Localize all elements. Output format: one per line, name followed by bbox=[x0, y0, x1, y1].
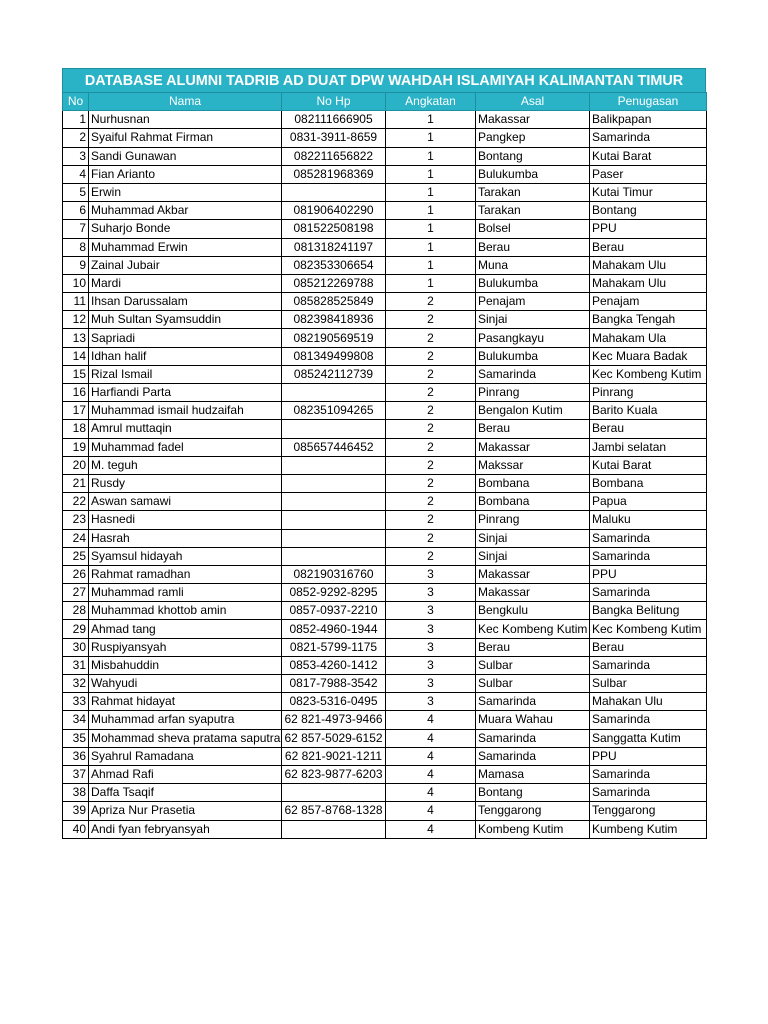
table-row bbox=[63, 256, 707, 274]
cell-no: 21 bbox=[63, 474, 89, 492]
cell-penugasan: Kec Muara Badak bbox=[590, 347, 707, 365]
table-row bbox=[63, 511, 707, 529]
table-row bbox=[63, 565, 707, 583]
cell-nama: Sapriadi bbox=[89, 329, 282, 347]
cell-no: 15 bbox=[63, 365, 89, 383]
cell-nohp bbox=[282, 493, 386, 511]
cell-nama: Syamsul hidayah bbox=[89, 547, 282, 565]
cell-nohp: 0853-4260-1412 bbox=[282, 656, 386, 674]
cell-asal: Bontang bbox=[476, 784, 590, 802]
cell-asal: Muara Wahau bbox=[476, 711, 590, 729]
cell-asal: Berau bbox=[476, 238, 590, 256]
cell-angkatan: 1 bbox=[386, 165, 476, 183]
cell-asal: Tenggarong bbox=[476, 802, 590, 820]
cell-nama: Syahrul Ramadana bbox=[89, 747, 282, 765]
header-row bbox=[63, 93, 707, 111]
cell-nohp: 085281968369 bbox=[282, 165, 386, 183]
cell-penugasan: Mahakam Ulu bbox=[590, 256, 707, 274]
table-row bbox=[63, 311, 707, 329]
cell-asal: Makssar bbox=[476, 456, 590, 474]
cell-asal: Sulbar bbox=[476, 675, 590, 693]
cell-angkatan: 2 bbox=[386, 311, 476, 329]
cell-nama: Fian Arianto bbox=[89, 165, 282, 183]
table-row bbox=[63, 129, 707, 147]
cell-no: 36 bbox=[63, 747, 89, 765]
table-row bbox=[63, 347, 707, 365]
cell-nama: Syaiful Rahmat Firman bbox=[89, 129, 282, 147]
cell-no: 8 bbox=[63, 238, 89, 256]
cell-no: 32 bbox=[63, 675, 89, 693]
table-row bbox=[63, 238, 707, 256]
cell-penugasan: Samarinda bbox=[590, 129, 707, 147]
cell-nohp: 0852-4960-1944 bbox=[282, 620, 386, 638]
cell-no: 24 bbox=[63, 529, 89, 547]
cell-nama: Muhammad ramli bbox=[89, 584, 282, 602]
cell-nama: Muhammad ismail hudzaifah bbox=[89, 402, 282, 420]
cell-penugasan: Kec Kombeng Kutim bbox=[590, 620, 707, 638]
header-no: No bbox=[63, 93, 89, 111]
cell-angkatan: 3 bbox=[386, 656, 476, 674]
cell-angkatan: 2 bbox=[386, 474, 476, 492]
cell-penugasan: Tenggarong bbox=[590, 802, 707, 820]
table-row bbox=[63, 711, 707, 729]
cell-nama: Ihsan Darussalam bbox=[89, 293, 282, 311]
cell-no: 1 bbox=[63, 111, 89, 129]
cell-nohp: 0817-7988-3542 bbox=[282, 675, 386, 693]
cell-nama: Hasrah bbox=[89, 529, 282, 547]
cell-nama: M. teguh bbox=[89, 456, 282, 474]
cell-penugasan: Kutai Barat bbox=[590, 456, 707, 474]
cell-penugasan: Barito Kuala bbox=[590, 402, 707, 420]
cell-no: 25 bbox=[63, 547, 89, 565]
cell-asal: Bombana bbox=[476, 493, 590, 511]
cell-nohp bbox=[282, 820, 386, 838]
cell-penugasan: PPU bbox=[590, 565, 707, 583]
table-row bbox=[63, 675, 707, 693]
cell-angkatan: 2 bbox=[386, 456, 476, 474]
table-row bbox=[63, 365, 707, 383]
cell-angkatan: 1 bbox=[386, 183, 476, 201]
cell-nohp: 0823-5316-0495 bbox=[282, 693, 386, 711]
cell-nama: Ahmad tang bbox=[89, 620, 282, 638]
cell-nohp: 081349499808 bbox=[282, 347, 386, 365]
cell-penugasan: Bangka Belitung bbox=[590, 602, 707, 620]
cell-angkatan: 2 bbox=[386, 547, 476, 565]
table-row bbox=[63, 784, 707, 802]
cell-asal: Bulukumba bbox=[476, 165, 590, 183]
table-row bbox=[63, 183, 707, 201]
cell-nohp bbox=[282, 511, 386, 529]
cell-nohp: 62 821-9021-1211 bbox=[282, 747, 386, 765]
table-row bbox=[63, 402, 707, 420]
cell-nama: Muhammad khottob amin bbox=[89, 602, 282, 620]
cell-angkatan: 3 bbox=[386, 565, 476, 583]
cell-penugasan: Kec Kombeng Kutim bbox=[590, 365, 707, 383]
table-row bbox=[63, 584, 707, 602]
table-row bbox=[63, 420, 707, 438]
cell-penugasan: Kutai Timur bbox=[590, 183, 707, 201]
cell-angkatan: 1 bbox=[386, 147, 476, 165]
cell-nohp: 62 857-8768-1328 bbox=[282, 802, 386, 820]
cell-no: 19 bbox=[63, 438, 89, 456]
table-row bbox=[63, 220, 707, 238]
cell-penugasan: Berau bbox=[590, 238, 707, 256]
table-row bbox=[63, 656, 707, 674]
cell-nama: Rusdy bbox=[89, 474, 282, 492]
cell-no: 12 bbox=[63, 311, 89, 329]
cell-nama: Harfiandi Parta bbox=[89, 384, 282, 402]
cell-angkatan: 3 bbox=[386, 675, 476, 693]
cell-nohp: 081906402290 bbox=[282, 202, 386, 220]
cell-penugasan: Samarinda bbox=[590, 765, 707, 783]
cell-nohp: 62 823-9877-6203 bbox=[282, 765, 386, 783]
alumni-table bbox=[62, 92, 707, 839]
cell-angkatan: 4 bbox=[386, 784, 476, 802]
cell-asal: Pasangkayu bbox=[476, 329, 590, 347]
cell-asal: Bulukumba bbox=[476, 274, 590, 292]
cell-nohp: 082353306654 bbox=[282, 256, 386, 274]
cell-asal: Tarakan bbox=[476, 202, 590, 220]
cell-nama: Idhan halif bbox=[89, 347, 282, 365]
cell-nohp: 081318241197 bbox=[282, 238, 386, 256]
cell-no: 35 bbox=[63, 729, 89, 747]
cell-no: 30 bbox=[63, 638, 89, 656]
cell-asal: Bengkulu bbox=[476, 602, 590, 620]
cell-nohp: 082111666905 bbox=[282, 111, 386, 129]
cell-nama: Ahmad Rafi bbox=[89, 765, 282, 783]
alumni-sheet bbox=[62, 68, 706, 839]
table-row bbox=[63, 438, 707, 456]
cell-angkatan: 3 bbox=[386, 620, 476, 638]
cell-no: 33 bbox=[63, 693, 89, 711]
cell-nohp: 62 857-5029-6152 bbox=[282, 729, 386, 747]
cell-nohp: 082398418936 bbox=[282, 311, 386, 329]
cell-angkatan: 2 bbox=[386, 420, 476, 438]
cell-asal: Makassar bbox=[476, 584, 590, 602]
cell-penugasan: Paser bbox=[590, 165, 707, 183]
header-penugasan: Penugasan bbox=[590, 93, 707, 111]
cell-angkatan: 1 bbox=[386, 220, 476, 238]
cell-angkatan: 4 bbox=[386, 747, 476, 765]
cell-penugasan: Kutai Barat bbox=[590, 147, 707, 165]
cell-asal: Kombeng Kutim bbox=[476, 820, 590, 838]
cell-angkatan: 3 bbox=[386, 584, 476, 602]
cell-penugasan: Mahakam Ulu bbox=[590, 274, 707, 292]
cell-no: 9 bbox=[63, 256, 89, 274]
cell-penugasan: Bombana bbox=[590, 474, 707, 492]
cell-penugasan: Mahakan Ulu bbox=[590, 693, 707, 711]
cell-nohp bbox=[282, 547, 386, 565]
cell-nama: Muhammad Akbar bbox=[89, 202, 282, 220]
cell-nohp: 085828525849 bbox=[282, 293, 386, 311]
cell-asal: Makassar bbox=[476, 565, 590, 583]
cell-no: 23 bbox=[63, 511, 89, 529]
cell-penugasan: Sanggatta Kutim bbox=[590, 729, 707, 747]
cell-no: 6 bbox=[63, 202, 89, 220]
cell-penugasan: Papua bbox=[590, 493, 707, 511]
table-row bbox=[63, 802, 707, 820]
cell-penugasan: Samarinda bbox=[590, 584, 707, 602]
cell-nohp: 0852-9292-8295 bbox=[282, 584, 386, 602]
cell-angkatan: 2 bbox=[386, 511, 476, 529]
cell-angkatan: 4 bbox=[386, 765, 476, 783]
cell-angkatan: 1 bbox=[386, 274, 476, 292]
cell-penugasan: Bangka Tengah bbox=[590, 311, 707, 329]
cell-nohp bbox=[282, 420, 386, 438]
cell-angkatan: 4 bbox=[386, 820, 476, 838]
cell-no: 3 bbox=[63, 147, 89, 165]
sheet-title: DATABASE ALUMNI TADRIB AD DUAT DPW WAHDAH ISLAMIYAH KALIMANTAN TIMUR bbox=[62, 68, 706, 92]
cell-no: 39 bbox=[63, 802, 89, 820]
cell-nama: Muh Sultan Syamsuddin bbox=[89, 311, 282, 329]
cell-asal: Berau bbox=[476, 420, 590, 438]
cell-angkatan: 3 bbox=[386, 602, 476, 620]
cell-asal: Bombana bbox=[476, 474, 590, 492]
cell-nama: Erwin bbox=[89, 183, 282, 201]
cell-nama: Muhammad Erwin bbox=[89, 238, 282, 256]
table-row bbox=[63, 165, 707, 183]
cell-asal: Bulukumba bbox=[476, 347, 590, 365]
cell-penugasan: Samarinda bbox=[590, 784, 707, 802]
cell-nama: Hasnedi bbox=[89, 511, 282, 529]
cell-asal: Pinrang bbox=[476, 384, 590, 402]
table-row bbox=[63, 638, 707, 656]
cell-asal: Bolsel bbox=[476, 220, 590, 238]
cell-no: 14 bbox=[63, 347, 89, 365]
table-row bbox=[63, 147, 707, 165]
cell-asal: Bontang bbox=[476, 147, 590, 165]
cell-asal: Samarinda bbox=[476, 729, 590, 747]
cell-no: 29 bbox=[63, 620, 89, 638]
table-row bbox=[63, 820, 707, 838]
cell-asal: Makassar bbox=[476, 438, 590, 456]
cell-nohp: 082211656822 bbox=[282, 147, 386, 165]
cell-nohp: 081522508198 bbox=[282, 220, 386, 238]
table-row bbox=[63, 474, 707, 492]
cell-nama: Aswan samawi bbox=[89, 493, 282, 511]
cell-no: 34 bbox=[63, 711, 89, 729]
table-row bbox=[63, 274, 707, 292]
table-row bbox=[63, 620, 707, 638]
table-row bbox=[63, 693, 707, 711]
cell-angkatan: 4 bbox=[386, 711, 476, 729]
cell-nohp: 085212269788 bbox=[282, 274, 386, 292]
cell-asal: Muna bbox=[476, 256, 590, 274]
cell-penugasan: Mahakam Ula bbox=[590, 329, 707, 347]
cell-nama: Nurhusnan bbox=[89, 111, 282, 129]
header-nama: Nama bbox=[89, 93, 282, 111]
cell-asal: Sinjai bbox=[476, 529, 590, 547]
cell-asal: Berau bbox=[476, 638, 590, 656]
table-row bbox=[63, 456, 707, 474]
table-row bbox=[63, 329, 707, 347]
cell-asal: Samarinda bbox=[476, 693, 590, 711]
cell-angkatan: 2 bbox=[386, 493, 476, 511]
cell-nama: Mohammad sheva pratama saputra bbox=[89, 729, 282, 747]
cell-penugasan: Berau bbox=[590, 638, 707, 656]
table-row bbox=[63, 729, 707, 747]
cell-angkatan: 2 bbox=[386, 402, 476, 420]
cell-nohp bbox=[282, 384, 386, 402]
cell-nohp: 0821-5799-1175 bbox=[282, 638, 386, 656]
cell-no: 18 bbox=[63, 420, 89, 438]
cell-nama: Amrul muttaqin bbox=[89, 420, 282, 438]
cell-penugasan: Bontang bbox=[590, 202, 707, 220]
cell-penugasan: Balikpapan bbox=[590, 111, 707, 129]
cell-nama: Rizal Ismail bbox=[89, 365, 282, 383]
cell-nama: Sandi Gunawan bbox=[89, 147, 282, 165]
cell-nohp: 085657446452 bbox=[282, 438, 386, 456]
cell-no: 16 bbox=[63, 384, 89, 402]
cell-angkatan: 2 bbox=[386, 365, 476, 383]
table-row bbox=[63, 202, 707, 220]
table-row bbox=[63, 293, 707, 311]
cell-angkatan: 2 bbox=[386, 384, 476, 402]
cell-angkatan: 2 bbox=[386, 529, 476, 547]
cell-no: 13 bbox=[63, 329, 89, 347]
cell-nama: Zainal Jubair bbox=[89, 256, 282, 274]
cell-asal: Tarakan bbox=[476, 183, 590, 201]
cell-nohp: 0857-0937-2210 bbox=[282, 602, 386, 620]
cell-angkatan: 1 bbox=[386, 129, 476, 147]
header-angkatan: Angkatan bbox=[386, 93, 476, 111]
cell-asal: Samarinda bbox=[476, 747, 590, 765]
cell-nama: Ruspiyansyah bbox=[89, 638, 282, 656]
cell-asal: Kec Kombeng Kutim bbox=[476, 620, 590, 638]
cell-no: 37 bbox=[63, 765, 89, 783]
table-row bbox=[63, 111, 707, 129]
table-row bbox=[63, 384, 707, 402]
cell-asal: Bengalon Kutim bbox=[476, 402, 590, 420]
cell-angkatan: 1 bbox=[386, 238, 476, 256]
cell-nohp: 082351094265 bbox=[282, 402, 386, 420]
cell-angkatan: 1 bbox=[386, 111, 476, 129]
table-row bbox=[63, 529, 707, 547]
cell-nohp bbox=[282, 784, 386, 802]
cell-asal: Samarinda bbox=[476, 365, 590, 383]
cell-penugasan: Penajam bbox=[590, 293, 707, 311]
table-row bbox=[63, 747, 707, 765]
cell-nohp bbox=[282, 183, 386, 201]
cell-no: 17 bbox=[63, 402, 89, 420]
cell-no: 20 bbox=[63, 456, 89, 474]
cell-nohp: 082190316760 bbox=[282, 565, 386, 583]
table-row bbox=[63, 765, 707, 783]
header-asal: Asal bbox=[476, 93, 590, 111]
cell-angkatan: 2 bbox=[386, 293, 476, 311]
cell-penugasan: Kumbeng Kutim bbox=[590, 820, 707, 838]
cell-angkatan: 3 bbox=[386, 693, 476, 711]
cell-penugasan: Samarinda bbox=[590, 529, 707, 547]
cell-nama: Rahmat ramadhan bbox=[89, 565, 282, 583]
table-row bbox=[63, 493, 707, 511]
cell-nama: Muhammad arfan syaputra bbox=[89, 711, 282, 729]
cell-nama: Suharjo Bonde bbox=[89, 220, 282, 238]
cell-no: 22 bbox=[63, 493, 89, 511]
cell-no: 26 bbox=[63, 565, 89, 583]
cell-nama: Daffa Tsaqif bbox=[89, 784, 282, 802]
cell-nama: Misbahuddin bbox=[89, 656, 282, 674]
cell-no: 11 bbox=[63, 293, 89, 311]
cell-no: 27 bbox=[63, 584, 89, 602]
cell-penugasan: Jambi selatan bbox=[590, 438, 707, 456]
table-row bbox=[63, 547, 707, 565]
cell-no: 38 bbox=[63, 784, 89, 802]
cell-nama: Andi fyan febryansyah bbox=[89, 820, 282, 838]
cell-nohp: 082190569519 bbox=[282, 329, 386, 347]
cell-penugasan: Pinrang bbox=[590, 384, 707, 402]
cell-angkatan: 3 bbox=[386, 638, 476, 656]
cell-no: 5 bbox=[63, 183, 89, 201]
cell-angkatan: 1 bbox=[386, 202, 476, 220]
cell-no: 7 bbox=[63, 220, 89, 238]
cell-nohp: 62 821-4973-9466 bbox=[282, 711, 386, 729]
cell-nohp: 085242112739 bbox=[282, 365, 386, 383]
cell-angkatan: 4 bbox=[386, 729, 476, 747]
cell-no: 40 bbox=[63, 820, 89, 838]
cell-asal: Penajam bbox=[476, 293, 590, 311]
header-nohp: No Hp bbox=[282, 93, 386, 111]
cell-asal: Makassar bbox=[476, 111, 590, 129]
cell-penugasan: PPU bbox=[590, 220, 707, 238]
table-row bbox=[63, 602, 707, 620]
cell-no: 28 bbox=[63, 602, 89, 620]
cell-no: 31 bbox=[63, 656, 89, 674]
cell-angkatan: 2 bbox=[386, 329, 476, 347]
cell-nohp bbox=[282, 456, 386, 474]
cell-nama: Wahyudi bbox=[89, 675, 282, 693]
cell-no: 2 bbox=[63, 129, 89, 147]
cell-penugasan: Maluku bbox=[590, 511, 707, 529]
cell-nama: Mardi bbox=[89, 274, 282, 292]
cell-angkatan: 4 bbox=[386, 802, 476, 820]
cell-penugasan: Samarinda bbox=[590, 656, 707, 674]
cell-asal: Mamasa bbox=[476, 765, 590, 783]
cell-penugasan: Berau bbox=[590, 420, 707, 438]
cell-nohp: 0831-3911-8659 bbox=[282, 129, 386, 147]
cell-nama: Rahmat hidayat bbox=[89, 693, 282, 711]
cell-penugasan: Samarinda bbox=[590, 711, 707, 729]
cell-nama: Muhammad fadel bbox=[89, 438, 282, 456]
cell-penugasan: Sulbar bbox=[590, 675, 707, 693]
cell-angkatan: 2 bbox=[386, 438, 476, 456]
cell-penugasan: Samarinda bbox=[590, 547, 707, 565]
cell-nohp bbox=[282, 529, 386, 547]
cell-asal: Sulbar bbox=[476, 656, 590, 674]
cell-angkatan: 1 bbox=[386, 256, 476, 274]
cell-asal: Sinjai bbox=[476, 547, 590, 565]
cell-nohp bbox=[282, 474, 386, 492]
cell-penugasan: PPU bbox=[590, 747, 707, 765]
cell-nama: Apriza Nur Prasetia bbox=[89, 802, 282, 820]
cell-no: 4 bbox=[63, 165, 89, 183]
cell-asal: Sinjai bbox=[476, 311, 590, 329]
cell-no: 10 bbox=[63, 274, 89, 292]
cell-asal: Pangkep bbox=[476, 129, 590, 147]
cell-angkatan: 2 bbox=[386, 347, 476, 365]
cell-asal: Pinrang bbox=[476, 511, 590, 529]
